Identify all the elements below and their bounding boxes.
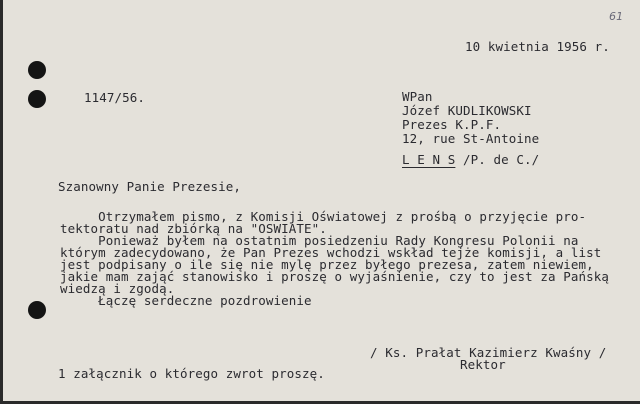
recipient-name: Józef KUDLIKOWSKI xyxy=(402,103,532,118)
punch-hole-bottom xyxy=(28,301,46,319)
recipient-street: 12, rue St-Antoine xyxy=(402,131,540,146)
recipient-title: Prezes K.P.F. xyxy=(402,117,502,132)
letter-date: 10 kwietnia 1956 r. xyxy=(465,39,610,54)
reference-number: 1147/56. xyxy=(84,90,146,105)
body-line: tektoratu nad zbiórką na "OSWIATE". xyxy=(60,221,327,236)
signature-title: Rektor xyxy=(460,357,506,372)
scan-edge-left xyxy=(0,0,3,404)
recipient-region: /P. de C./ xyxy=(455,152,540,167)
body-line: wiedzą i zgodą. xyxy=(60,281,175,296)
recipient-city: L E N S xyxy=(402,152,456,167)
recipient-city-line xyxy=(402,153,539,166)
signature-name: / Ks. Prałat Kazimierz Kwaśny / xyxy=(370,345,607,360)
body-line: Łączę serdeczne pozdrowienie xyxy=(60,293,312,308)
recipient-line-1: WPan xyxy=(402,89,433,104)
body-line: Otrzymałem pismo, z Komisji Oświatowej z prośbą o przyjęcie pro- xyxy=(60,209,587,224)
enclosure-note: 1 załącznik o którego zwrot proszę. xyxy=(58,366,325,381)
punch-hole-top xyxy=(28,61,46,79)
body-line: którym zadecydowano, że Pan Prezes wchodzi wskład tejże komisji, a list xyxy=(60,245,602,260)
salutation: Szanowny Panie Prezesie, xyxy=(58,179,242,194)
body-line: jakie mam zająć stanowisko i proszę o wyjaśnienie, czy to jest za Pańską xyxy=(60,269,610,284)
body-line: Ponieważ byłem na ostatnim posiedzeniu Rady Kongresu Polonii na xyxy=(60,233,579,248)
punch-hole-middle xyxy=(28,90,46,108)
body-line: jest podpisany o ile się nie mylę przez byłego prezesa, zatem niewiem, xyxy=(60,257,594,272)
page-number: 61 xyxy=(609,10,624,23)
